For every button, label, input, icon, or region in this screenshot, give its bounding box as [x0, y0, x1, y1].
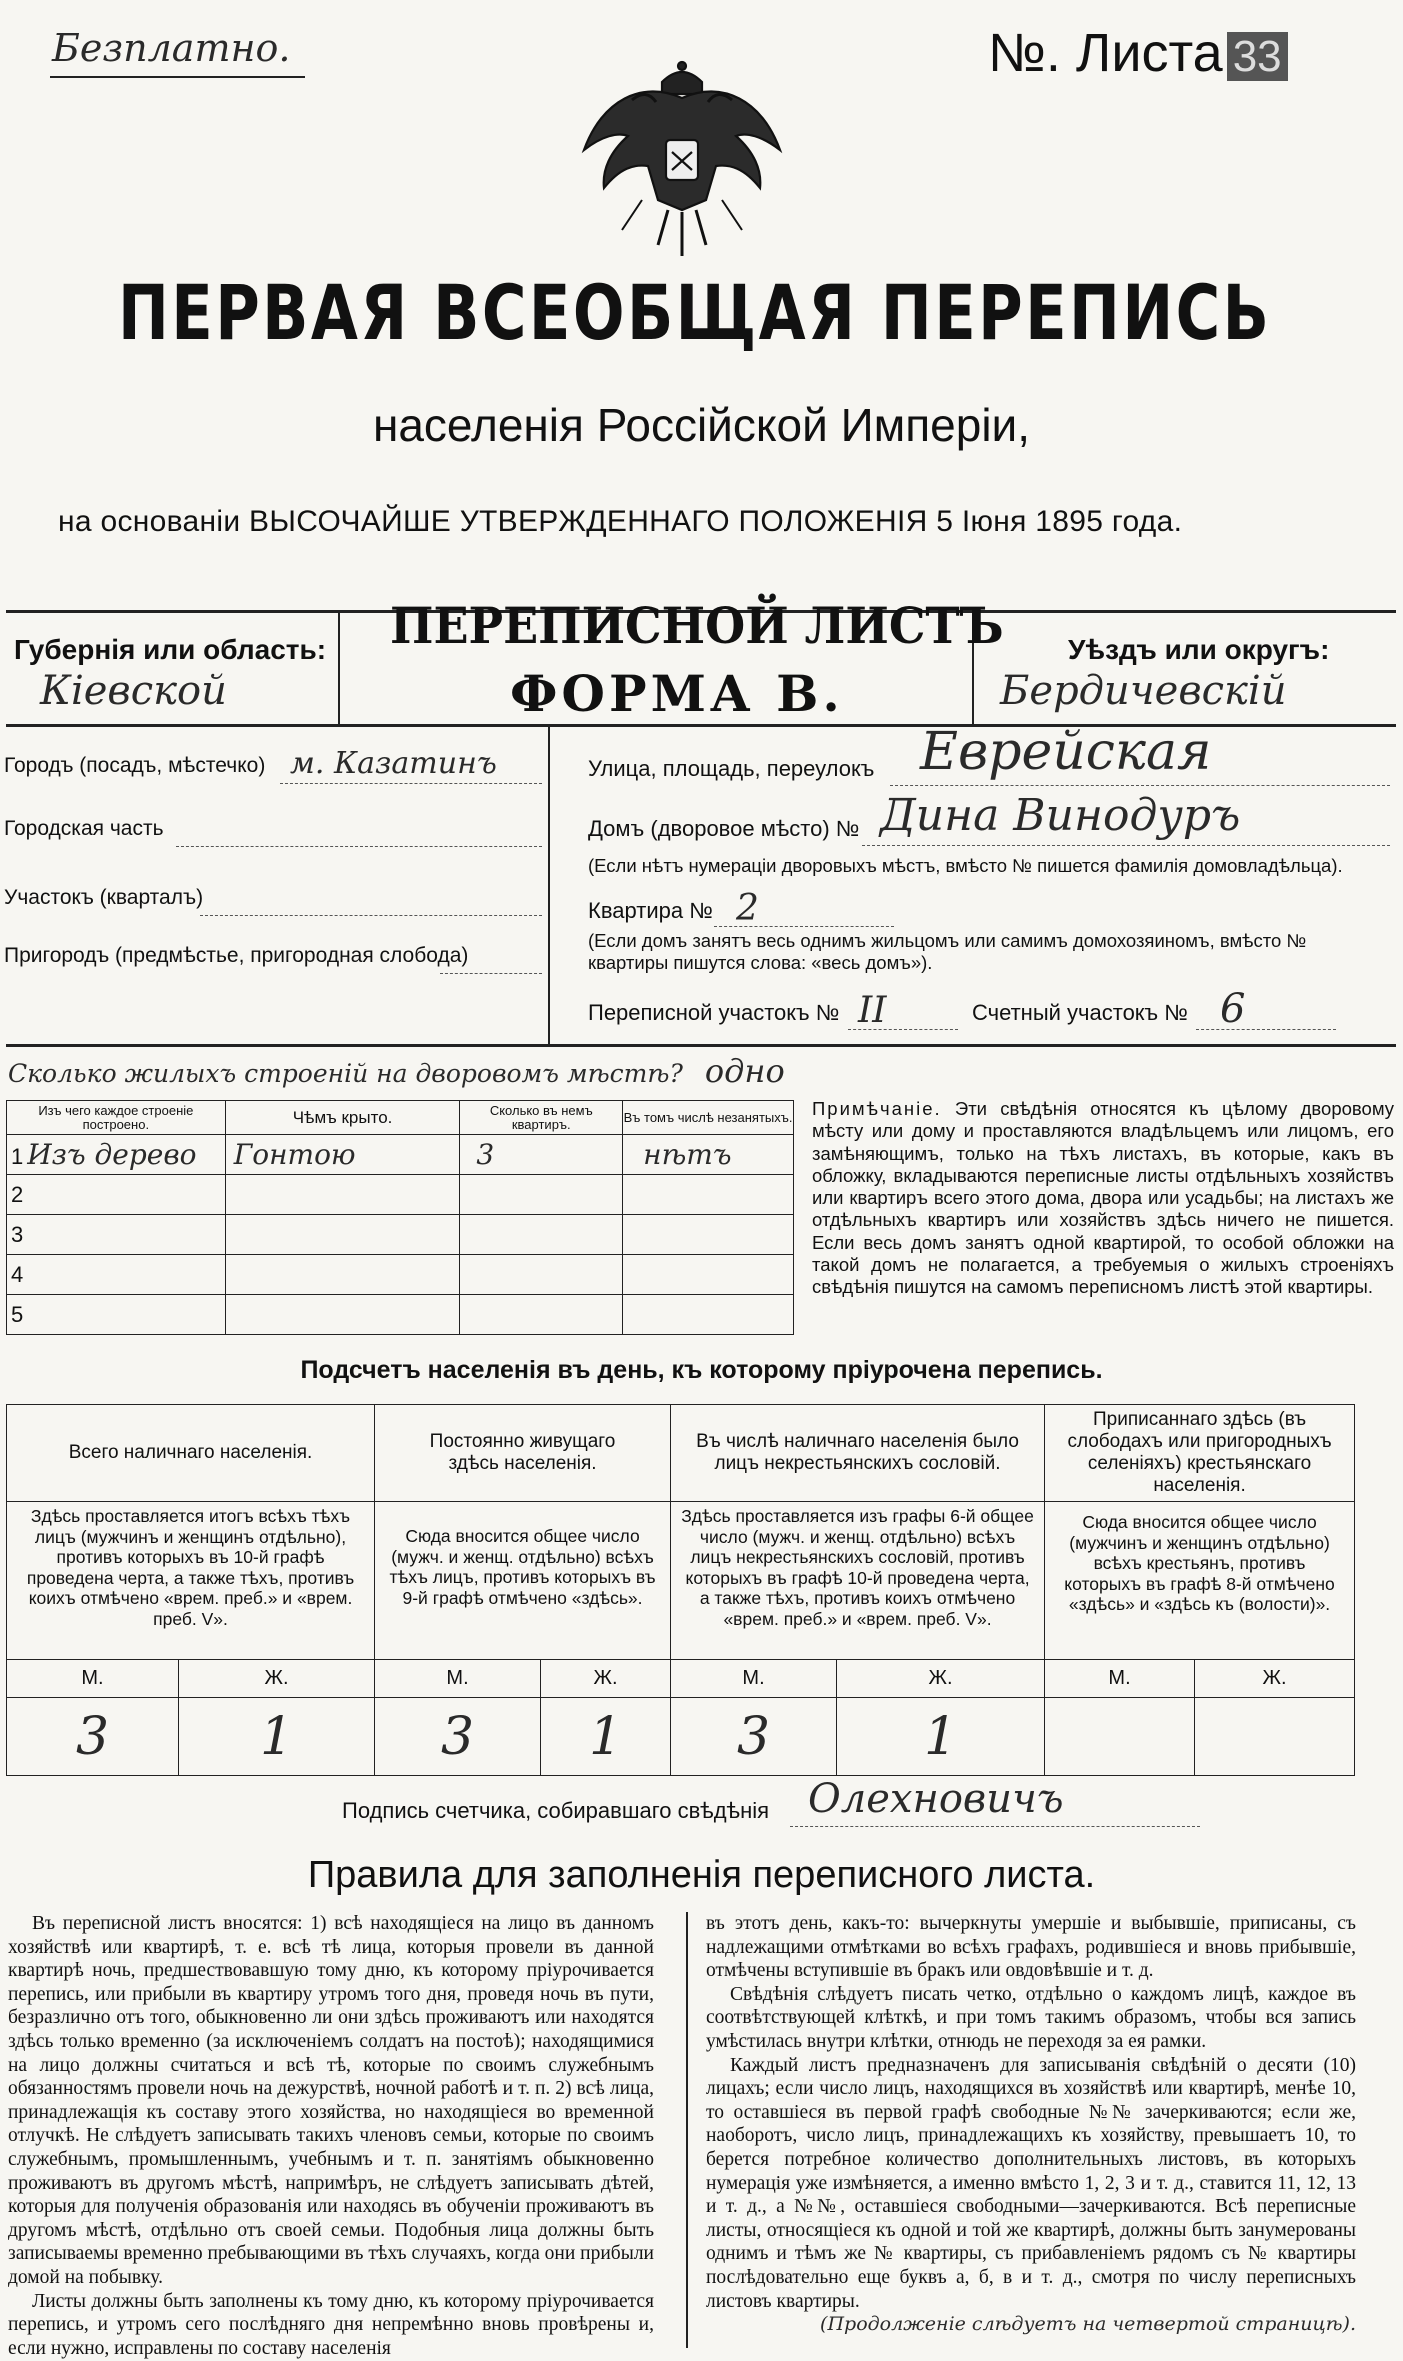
count-desc-registered-peasant: Сюда вносится общее число (мужчинъ и женщинъ отдѣльно) всѣхъ крестьянъ, противъ которыхъ въ графѣ 8-й отмѣчено «здѣсь» и «здѣсь къ (волости)». [1045, 1502, 1355, 1660]
count-head-registered-peasant: Приписаннаго здѣсь (въ слободахъ или пригородныхъ селеніяхъ) крестьянскаго населенія. [1045, 1405, 1355, 1502]
count-desc-non-peasant: Здѣсь проставляется изъ графы 6-й общее число (мужч. и женщ. отдѣльно) всѣхъ лицъ некрестьянскихъ сословій, противъ которыхъ въ графѣ 10-й проведена черта, а также тѣхъ, противъ коихъ отмѣчено «врем. преб.» и «врем. преб. V». [671, 1502, 1045, 1660]
apartment-label: Квартира № [588, 898, 713, 923]
count-table [6, 1404, 1355, 1776]
count-title: Подсчетъ населенія въ день, къ которому пріурочена перепись. [300, 1356, 1103, 1384]
province-value[interactable]: Кіевской [40, 668, 227, 714]
buildings-cell-roof[interactable] [225, 1175, 460, 1215]
buildings-header-material: Изъ чего каждое строеніе построено. [7, 1101, 226, 1135]
main-title: ПЕРВАЯ ВСЕОБЩАЯ ПЕРЕПИСЬ [118, 268, 1272, 357]
count-district-line [1196, 1029, 1336, 1030]
buildings-header-vacant: Въ томъ числѣ незанятыхъ. [623, 1101, 794, 1135]
count-m-label: М. [7, 1660, 179, 1698]
town-value[interactable]: м. Казатинъ [290, 746, 497, 781]
signature-line [790, 1826, 1200, 1827]
rules-left-column [8, 1912, 654, 2360]
form-name: ФОРМА В. [510, 664, 844, 723]
census-district-label: Переписной участокъ № [588, 1000, 840, 1025]
buildings-note-title: Примѣчаніе. [812, 1098, 942, 1119]
form-title: ПЕРЕПИСНОЙ ЛИСТЪ [390, 596, 1004, 655]
buildings-cell-apartments[interactable] [460, 1295, 623, 1335]
location-divider [548, 727, 550, 1045]
rules-paragraph: Каждый листъ предназначенъ для записыванія свѣдѣній о десяти (10) лицахъ; если число лицъ, находящихся въ хозяйствѣ или квартирѣ, менѣе 10, то оставшіеся въ первой графѣ свободные №№ зачеркиваются; если же, наоборотъ, число лицъ, принадлежащихъ къ хозяйству, превышаетъ 10, то берется потребное количество дополнительныхъ листовъ, въ которыхъ нумерація уже измѣняется, а именно вмѣсто 1, 2, 3 и т. д., ставится 11, 12, 13 и т. д., а №№, оставшіеся свободными—зачеркиваются. Всѣ переписные листы, относящіеся къ одной и той же квартирѣ, должны быть занумерованы однимъ и тѣмъ же № квартиры, съ прибавленіемъ рядомъ съ № квартиры послѣдовательно еще буквъ а, б, в и т. д., смотря по числу переписныхъ листовъ квартиры. [706, 2054, 1356, 2312]
count-head-present: Всего наличнаго населенія. [7, 1405, 375, 1502]
location-bottom-line [6, 1044, 1396, 1047]
buildings-row [7, 1295, 794, 1335]
street-label: Улица, площадь, переулокъ [588, 756, 875, 781]
count-f-label: Ж. [541, 1660, 671, 1698]
province-label: Губернія или область: [14, 634, 327, 665]
count-f-label: Ж. [1195, 1660, 1355, 1698]
buildings-row [7, 1215, 794, 1255]
count-m-label: М. [375, 1660, 541, 1698]
count-district-value[interactable]: 6 [1220, 986, 1246, 1032]
buildings-question [8, 1052, 785, 1090]
signature-value[interactable]: Олехновичъ [808, 1776, 1064, 1822]
buildings-cell-material[interactable]: 3 [7, 1215, 226, 1255]
rules-title: Правила для заполненія переписного листа. [307, 1854, 1096, 1896]
buildings-cell-material[interactable]: 1 Изъ дерево [7, 1135, 226, 1175]
precinct-label: Участокъ (кварталъ) [4, 886, 204, 909]
buildings-cell-apartments[interactable] [460, 1175, 623, 1215]
count-desc-present: Здѣсь проставляется итогъ всѣхъ тѣхъ лицъ (мужчинъ и женщинъ отдѣльно), противъ которыхъ въ 10-й графѣ проведена черта, а также тѣхъ, противъ коихъ отмѣчено «врем. преб.» и «врем. преб. V». [7, 1502, 375, 1660]
buildings-cell-vacant[interactable] [623, 1255, 794, 1295]
buildings-note-text: Эти свѣдѣнія относятся къ цѣлому дворовому мѣсту или дому и проставляются владѣльцемъ или лицомъ, его замѣняющимъ, только на тѣхъ листахъ, въ которые, какъ въ обложку, вкладываются переписные листы отдѣльныхъ хозяйствъ или квартиръ всего этого дома, двора или усадьбы; на листахъ же отдѣльныхъ квартиръ или хозяйствъ здѣсь ничего не пишется. Если весь домъ занятъ одной квартирой, то особой обложки на такой домъ не полагается, а требуемыя о жилыхъ строеніяхъ свѣдѣнія пишутся на самомъ переписномъ листѣ этой квартиры. [812, 1098, 1395, 1298]
buildings-cell-vacant[interactable]: нѣтъ [623, 1135, 794, 1175]
apartment-note: (Если домъ занятъ весь однимъ жильцомъ или самимъ домохозяиномъ, вмѣсто № квартиры пишутся слова: «весь домъ»). [588, 930, 1307, 973]
sheet-number-label: №. Листа [988, 23, 1223, 83]
count-registered-peasant-f[interactable] [1195, 1698, 1355, 1776]
sheet-number [988, 22, 1288, 84]
sheet-number-value: 33 [1227, 32, 1288, 81]
town-label: Городъ (посадъ, мѣстечко) [4, 754, 266, 777]
buildings-answer[interactable]: одно [704, 1052, 785, 1090]
house-label: Домъ (дворовое мѣсто) № [588, 816, 860, 841]
free-underline [50, 76, 305, 78]
buildings-cell-material[interactable]: 5 [7, 1295, 226, 1335]
buildings-question-text: Сколько жилыхъ строеній на дворовомъ мѣстѣ? [8, 1059, 683, 1088]
count-non-peasant-f[interactable]: 1 [837, 1698, 1045, 1776]
count-permanent-f[interactable]: 1 [541, 1698, 671, 1776]
count-head-non-peasant: Въ числѣ наличнаго населенія было лицъ некрестьянскихъ сословій. [671, 1405, 1045, 1502]
rules-paragraph: Въ переписной листъ вносятся: 1) всѣ находящіеся на лицо въ данномъ хозяйствѣ или квартирѣ, т. е. всѣ тѣ лица, которыя провели въ данной квартирѣ ночь, предшествовавшую тому дню, къ которому пріурочивается перепись, или прибыли въ квартиру утромъ того дня, проведя ночь въ пути, безразлично отъ того, обыкновенно ли они здѣсь проживаютъ или находятся здѣсь только временно (за исключеніемъ солдатъ на постоѣ); находящимися на лицо должны считаться и всѣ тѣ, которые по своимъ служебнымъ обязанностямъ провели ночь на дежурствѣ, ночной работѣ и т. п. 2) всѣ лица, принадлежащія къ составу этого хозяйства, но находящіеся во временной отлучкѣ. Не слѣдуетъ записывать такихъ членовъ семьи, которые по своимъ служебнымъ, промышленнымъ, учебнымъ и т. п. занятіямъ обыкновенно проживаютъ въ другомъ мѣстѣ, напримѣръ, не слѣдуетъ записывать дѣтей, которыя для полученія образованія или находясь въ обученіи проживаютъ въ другомъ мѣстѣ, отдѣльно отъ своей семьи. Подобныя лица должны быть записываемы временно пребывающими въ тѣхъ случаяхъ, когда они прибыли домой на побывку. [8, 1913, 654, 2288]
buildings-cell-roof[interactable] [225, 1215, 460, 1255]
buildings-cell-vacant[interactable] [623, 1215, 794, 1255]
buildings-row [7, 1255, 794, 1295]
buildings-cell-apartments[interactable] [460, 1215, 623, 1255]
count-f-label: Ж. [837, 1660, 1045, 1698]
count-m-label: М. [671, 1660, 837, 1698]
buildings-cell-material[interactable]: 4 [7, 1255, 226, 1295]
district-value[interactable]: Бердичевскій [1000, 668, 1287, 714]
town-line [280, 783, 542, 784]
buildings-note [812, 1098, 1394, 1299]
rules-right-column [706, 1912, 1356, 2337]
subtitle: населенія Россійской Имперіи, [372, 399, 1031, 451]
buildings-cell-roof[interactable]: Гонтою [225, 1135, 460, 1175]
count-district-label: Счетный участокъ № [972, 1000, 1188, 1025]
rules-paragraph: въ этотъ день, какъ-то: вычеркнуты умершіе и выбывшіе, приписаны, съ надлежащими отмѣтками во всѣхъ графахъ, родившіеся и вновь прибывшіе, отмѣчены вступившіе въ бракъ или овдовѣвшіе и т. д. [706, 1913, 1356, 1982]
signature-label: Подпись счетчика, собиравшаго свѣдѣнія [342, 1798, 770, 1823]
rules-paragraph: Листы должны быть заполнены къ тому дню, къ которому пріурочивается перепись, и утромъ сего послѣдняго дня непремѣнно вновь провѣрены и, если нужно, исправлены по составу населенія [8, 2290, 654, 2359]
street-line [890, 785, 1390, 786]
count-m-label: М. [1045, 1660, 1195, 1698]
buildings-header-apartments: Сколько въ немъ квартиръ. [460, 1101, 623, 1135]
count-head-permanent: Постоянно живущаго здѣсь населенія. [375, 1405, 671, 1502]
buildings-cell-vacant[interactable] [623, 1175, 794, 1215]
rules-column-divider [686, 1912, 688, 2348]
rules-continued: (Продолженіе слѣдуетъ на четвертой страницѣ). [820, 2313, 1356, 2336]
buildings-cell-roof[interactable] [225, 1255, 460, 1295]
census-district-value[interactable]: II [858, 990, 887, 1031]
count-desc-permanent: Сюда вносится общее число (мужч. и женщ. отдѣльно) всѣхъ тѣхъ лицъ, противъ которыхъ въ 9-й графѣ отмѣчено «здѣсь». [375, 1502, 671, 1660]
district-label: Уѣздъ или округъ: [1068, 634, 1330, 665]
street-value[interactable]: Еврейская [920, 722, 1212, 782]
buildings-cell-apartments[interactable]: 3 [460, 1135, 623, 1175]
city-part-line [176, 846, 542, 847]
count-registered-peasant-m[interactable] [1045, 1698, 1195, 1776]
count-permanent-m[interactable]: 3 [375, 1698, 541, 1776]
house-note: (Если нѣтъ нумераціи дворовыхъ мѣстъ, вмѣсто № пишется фамилія домовладѣльца). [588, 855, 1343, 876]
house-value[interactable]: Дина Винодуръ [880, 790, 1241, 841]
buildings-header-roof: Чѣмъ крыто. [225, 1101, 460, 1135]
buildings-cell-vacant[interactable] [623, 1295, 794, 1335]
legal-basis: на основаніи ВЫСОЧАЙШЕ УТВЕРЖДЕННАГО ПОЛОЖЕНІЯ 5 Іюня 1895 года. [58, 505, 1183, 538]
coat-of-arms-icon [572, 60, 792, 260]
rules-paragraph: Свѣдѣнія слѣдуетъ писать четко, отдѣльно о каждомъ лицѣ, каждое въ соотвѣтствующей клѣткѣ, и при томъ такимъ образомъ, чтобы вся запись умѣстилась внутри клѣтки, отнюдь не переходя за ея рамки. [706, 1983, 1356, 2052]
precinct-line [200, 915, 542, 916]
count-f-label: Ж. [179, 1660, 375, 1698]
apartment-value[interactable]: 2 [736, 888, 759, 929]
suburb-line [440, 973, 542, 974]
buildings-row [7, 1175, 794, 1215]
buildings-row [7, 1135, 794, 1175]
house-line [862, 845, 1390, 846]
count-present-f[interactable]: 1 [179, 1698, 375, 1776]
free-label: Безплатно. [52, 26, 291, 70]
buildings-cell-roof[interactable] [225, 1295, 460, 1335]
suburb-label: Пригородъ (предмѣстье, пригородная слобода) [4, 944, 469, 967]
count-present-m[interactable]: 3 [7, 1698, 179, 1776]
buildings-table [6, 1100, 794, 1335]
buildings-cell-material[interactable]: 2 [7, 1175, 226, 1215]
form-header-divider-left [338, 610, 340, 725]
city-part-label: Городская часть [4, 817, 164, 840]
count-non-peasant-m[interactable]: 3 [671, 1698, 837, 1776]
buildings-cell-apartments[interactable] [460, 1255, 623, 1295]
